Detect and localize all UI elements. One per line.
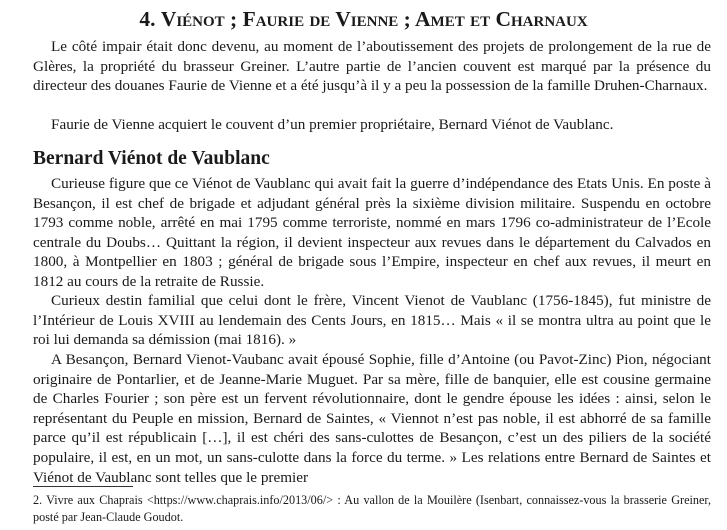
intro-paragraph-2: Faurie de Vienne acquiert le couvent d’un premier propriétaire, Bernard Viénot de Vaublanc.	[51, 116, 614, 133]
section-title-text: Viénot ; Faurie de Vienne ; Amet et Charnaux	[160, 7, 588, 31]
body-paragraph-3: A Besançon, Bernard Vienot-Vaubanc avait épousé Sophie, fille d’Antoine (ou Pavot-Zinc) Pion, négociant originaire de Pontarlier, et de Jeanne-Marie Muguet. Par sa mère, fille de banquier, elle est cousine germaine de Charles Fourier ; son père est un fervent révolutionnaire, dont le gendre épouse les idées : ainsi, selon le représentant du Peuple en mission, Bernard de Saintes, « Viennot n’est pas noble, il est abhorré de sa famille parce qu’il est républicain […], il est chéri des sans-culottes de Besançon, c’est un des piliers de la société populaire, il est, en un mot, un sans-culotte dans la force du terme. » Les relations entre Bernard de Saintes et Viénot de Vaublanc sont telles que le premier	[33, 351, 711, 486]
footnote	[33, 492, 711, 526]
subheading: Bernard Viénot de Vaublanc	[33, 148, 270, 169]
footnote-divider	[33, 486, 133, 487]
footnote-number: 2.	[33, 493, 43, 507]
footnote-text: Vivre aux Chaprais <https://www.chaprais.info/2013/06/> : Au vallon de la Mouilère (Isenbart, connaissez-vous la brasserie Greiner, posté par Jean-Claude Goudot.	[33, 493, 711, 524]
body-paragraph-1: Curieuse figure que ce Viénot de Vaublanc qui avait fait la guerre d’indépendance des Etats Unis. En poste à Besançon, il est chef de brigade et adjudant général près la sixième division militaire. Suspendu en octobre 1793 comme noble, arrêté en mai 1795 comme terroriste, nommé en mars 1796 co-administrateur de l’Ecole centrale du Doubs… Quittant la région, il devient inspecteur aux revues dans le département du Calvados en 1800, à Montpellier en 1803 ; général de brigade sous l’Empire, inspecteur en chef aux revues, il meurt en 1812 au cours de la retraite de Russie.	[33, 175, 711, 290]
section-title	[0, 6, 727, 32]
intro-paragraph-1: Le côté impair était donc devenu, au moment de l’aboutissement des projets de prolongement de la rue de Glères, la propriété du brasseur Greiner. L’autre partie de l’ancien couvent est marqué par la présence du directeur des douanes Faurie de Vienne et a été jusqu’à il y a peu la possession de la famille Druhen-Charnaux.	[33, 38, 711, 95]
section-number: 4.	[139, 7, 156, 31]
body-paragraph-2: Curieux destin familial que celui dont le frère, Vincent Vienot de Vaublanc (1756-1845), fut ministre de l’Intérieur de Louis XVIII au lendemain des Cents Jours, en 1815… Mais « il se montra ultra au point que le roi lui demanda sa démission (mai 1816). »	[33, 292, 711, 349]
